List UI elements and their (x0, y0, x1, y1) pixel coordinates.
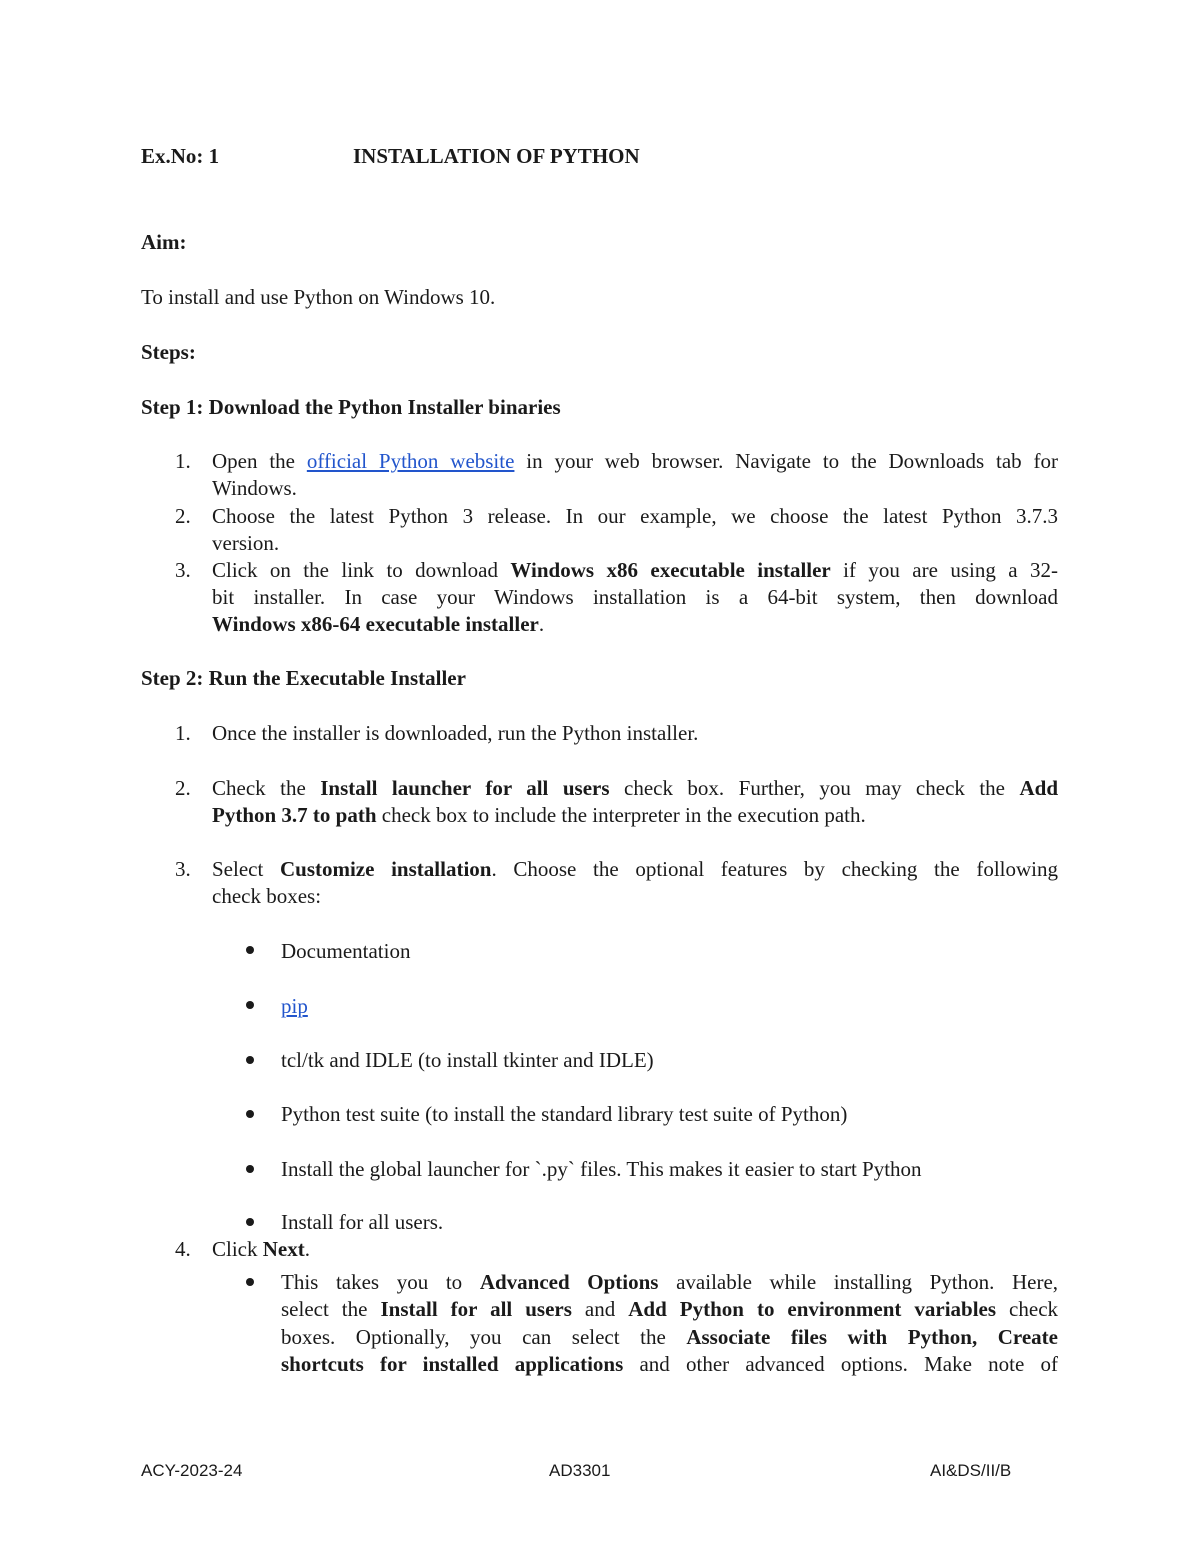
step2-item3-line2: check boxes: (212, 884, 322, 908)
exercise-number: Ex.No: 1 (141, 144, 220, 168)
step1-item2-line2: version. (212, 531, 280, 555)
aim-heading: Aim: (141, 230, 187, 254)
advanced-options-line1 (281, 1269, 1058, 1296)
windows-x86-64-installer-text: Windows x86-64 executable installer (212, 612, 539, 636)
step2-item1-text: Once the installer is downloaded, run the Python installer. (212, 721, 699, 745)
bullet-icon (246, 946, 254, 954)
bullet-icon (246, 1278, 254, 1286)
step1-item2-line1: Choose the latest Python 3 release. In our example, we choose the latest Python 3.7.3 (212, 504, 1058, 528)
bullet-install-all-users: Install for all users. (281, 1210, 444, 1234)
add-python-env-vars-text: Add Python to environment variables (628, 1297, 997, 1321)
step1-item3-number: 3. (175, 558, 191, 582)
step2-item2-pre: Check the (212, 776, 306, 800)
step1-item3-line1 (212, 557, 1058, 584)
sub-l2-mid: and (584, 1297, 616, 1321)
bullet-icon (246, 1218, 254, 1226)
step2-item3-number: 3. (175, 857, 191, 881)
step2-item1-number: 1. (175, 721, 191, 745)
period: . (538, 612, 545, 636)
create-text: Create (997, 1325, 1058, 1349)
bullet-tcltk-idle: tcl/tk and IDLE (to install tkinter and IDLE) (281, 1048, 654, 1072)
step1-item1-number: 1. (175, 449, 191, 473)
bullet-documentation: Documentation (281, 939, 411, 963)
step1-item3-line3 (212, 611, 544, 638)
step2-item2-line2 (212, 802, 866, 829)
bullet-global-launcher: Install the global launcher for `.py` files. This makes it easier to start Python (281, 1157, 922, 1181)
sub-l1-post: available while installing Python. Here, (676, 1270, 1059, 1294)
sub-l1-pre: This takes you to (281, 1270, 463, 1294)
install-for-all-users-text: Install for all users (380, 1297, 572, 1321)
add-python-path-text: Python 3.7 to path (212, 803, 377, 827)
step2-item4-number: 4. (175, 1237, 191, 1261)
period: . (304, 1237, 310, 1261)
official-python-website-link[interactable]: official Python website (306, 449, 515, 473)
step1-item3-post: if you are using a 32- (843, 558, 1058, 582)
footer-center: AD3301 (549, 1461, 611, 1480)
add-text: Add (1019, 776, 1059, 800)
create-shortcuts-text: shortcuts for installed applications (281, 1352, 624, 1376)
advanced-options-text: Advanced Options (479, 1270, 659, 1294)
step1-item1-pre: Open the (212, 449, 295, 473)
step2-item2-mid: check box. Further, you may check the (624, 776, 1006, 800)
comma: , (971, 1325, 978, 1349)
sub-l2-pre: select the (281, 1297, 368, 1321)
bullet-icon (246, 1110, 254, 1118)
footer-left: ACY-2023-24 (141, 1461, 243, 1480)
advanced-options-line4 (281, 1351, 1058, 1378)
windows-x86-installer-text: Windows x86 executable installer (510, 558, 831, 582)
steps-heading: Steps: (141, 340, 196, 364)
customize-installation-text: Customize installation (279, 857, 492, 881)
sub-l2-post: check (1009, 1297, 1059, 1321)
step1-item2-number: 2. (175, 504, 191, 528)
step1-item3-line2: bit installer. In case your Windows installation is a 64-bit system, then download (212, 585, 1058, 609)
step2-item4-text (212, 1236, 310, 1263)
page-title: INSTALLATION OF PYTHON (353, 144, 640, 168)
step2-item2-line1 (212, 775, 1058, 802)
sub-l3-pre: boxes. Optionally, you can select the (281, 1325, 666, 1349)
step1-item1-post: in your web browser. Navigate to the Downloads tab for (526, 449, 1058, 473)
step1-item1-line1 (212, 448, 1058, 475)
step2-item2-post: check box to include the interpreter in the execution path. (381, 803, 866, 827)
sub-l4-post: and other advanced options. Make note of (639, 1352, 1058, 1376)
bullet-icon (246, 1056, 254, 1064)
bullet-test-suite: Python test suite (to install the standard library test suite of Python) (281, 1102, 848, 1126)
pip-link[interactable]: pip (281, 994, 308, 1018)
footer-right: AI&DS/II/B (930, 1461, 1012, 1480)
associate-files-text: Associate files with Python (686, 1325, 972, 1349)
aim-text: To install and use Python on Windows 10. (141, 285, 496, 309)
install-launcher-text: Install launcher for all users (320, 776, 610, 800)
click-text: Click (212, 1237, 258, 1261)
bullet-icon (246, 1165, 254, 1173)
step1-heading: Step 1: Download the Python Installer binaries (141, 395, 561, 419)
step2-item3-post: . Choose the optional features by checking the following (491, 857, 1058, 881)
next-text: Next (262, 1237, 305, 1261)
step2-item3-line1 (212, 856, 1058, 883)
advanced-options-line3 (281, 1324, 1058, 1351)
step1-item1-line2: Windows. (212, 476, 297, 500)
step1-item3-pre: Click on the link to download (212, 558, 499, 582)
step2-item2-number: 2. (175, 776, 191, 800)
advanced-options-line2 (281, 1296, 1058, 1323)
bullet-icon (246, 1001, 254, 1009)
step2-heading: Step 2: Run the Executable Installer (141, 666, 466, 690)
step2-item3-pre: Select (212, 857, 264, 881)
